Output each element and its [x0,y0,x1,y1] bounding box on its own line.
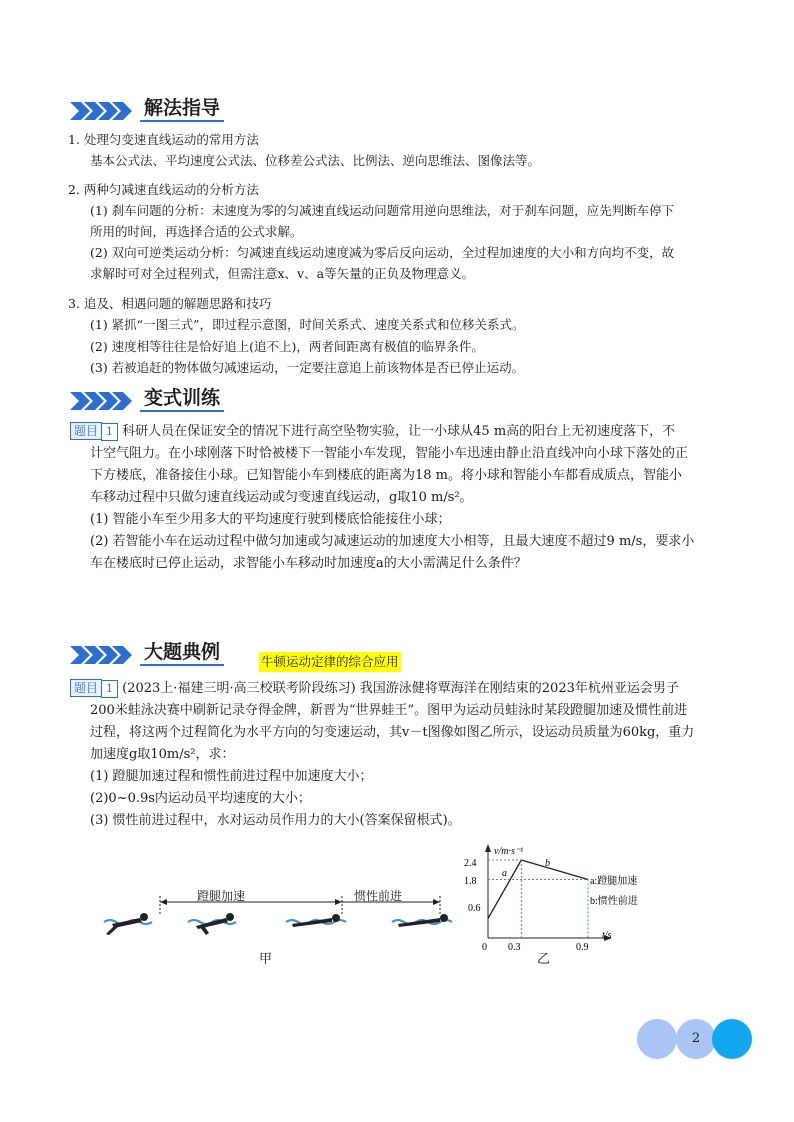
swimmer-figure [100,880,470,940]
question-line: (3) 惯性前进过程中，水对运动员作用力的大小(答案保留根式)。 [90,813,461,828]
section-title: 变式训练 [140,387,224,412]
x-axis-label: t/s [602,930,612,941]
chevron-arrows-icon [70,646,126,666]
question-text: 科研人员在保证安全的情况下进行高空坠物实验，让一小球从45 m高的阳台上无初速度落下，不 [122,424,676,439]
item-line: 所用的时间，再选择合适的公式求解。 [90,224,303,239]
item-line: (3) 若被追赶的物体做匀减速运动，一定要注意追上前该物体是否已停止运动。 [90,360,525,375]
question-line: 车在楼底时已停止运动，求智能小车移动时加速度a的大小需满足什么条件？ [90,556,527,571]
vt-graph [460,838,660,968]
item-line: (2) 速度相等往往是恰好追上(追不上)，两者间距离有极值的临界条件。 [90,339,484,354]
question-line: 下方楼底，准备接住小球。已知智能小车到楼底的距离为18 m。将小球和智能小车都看成质点，智能小 [90,468,683,483]
item-heading: 2. 两种匀减速直线运动的分析方法 [68,182,259,197]
question-line: 车移动过程中只做匀速直线运动或匀变速直线运动，g取10 m/s²。 [90,490,473,505]
label-inertia: 惯性前进 [354,889,403,903]
question-line: 计空气阻力。在小球刚落下时恰被楼下一智能小车发现，智能小车迅速由静止沿直线冲向小球下落处的正 [90,446,689,461]
question-tag: 题目 [70,422,102,440]
question-line: (1) 智能小车至少用多大的平均速度行驶到楼底恰能接住小球； [90,512,451,527]
item-line: (2) 双向可逆类运动分析：匀减速直线运动速度减为零后反向运动，全过程加速度的大小和方向均不变，故 [90,245,675,260]
topic-highlight: 牛顿运动定律的综合应用 [259,652,401,672]
section-header-guide [70,96,224,122]
item-line: 求解时可对全过程列式，但需注意x、v、a等矢量的正负及物理意义。 [90,266,475,281]
origin-label: 0 [482,942,487,953]
question-line [70,678,679,699]
vt-segment [521,860,588,880]
question-number: 1 [101,680,118,698]
x-tick-label: 0.9 [576,942,589,953]
section-title: 解法指导 [140,97,224,122]
legend-a: a:蹬腿加速 [590,876,638,887]
segment-b-label: b [545,858,550,869]
section-title: 大题典例 [140,641,224,666]
page-decor-circle [712,1019,752,1059]
y-tick-label: 1.8 [464,876,477,887]
question-text: (2023上·福建三明·高三校联考阶段练习) 我国游泳健将覃海洋在刚结束的2023年杭州亚运会男子 [122,681,679,696]
y-axis-label: v/m·s⁻¹ [494,846,524,857]
y-tick-label: 2.4 [464,858,477,869]
question-line: (2) 若智能小车在运动过程中做匀加速或匀减速运动的加速度大小相等，且最大速度不超过9 m/s，要求小 [90,534,695,549]
figure-caption-jia: 甲 [259,952,273,967]
item-line: (1) 刹车问题的分析：末速度为零的匀减速直线运动问题常用逆向思维法，对于刹车问题，应先判断车停下 [90,203,675,218]
legend-b: b:惯性前进 [590,896,638,907]
question-line: 加速度g取10m/s²，求： [90,747,235,762]
item-line: (1) 紧抓“一图三式”，即过程示意图，时间关系式、速度关系式和位移关系式。 [90,317,525,332]
section-header-practice [70,386,224,412]
item-line: 基本公式法、平均速度公式法、位移差公式法、比例法、逆向思维法、图像法等。 [90,153,541,168]
section-header-example [70,640,224,666]
item-heading: 1. 处理匀变速直线运动的常用方法 [68,132,259,147]
segment-a-label: a [502,868,507,879]
question-number: 1 [101,423,118,441]
question-line: (1) 蹬腿加速过程和惯性前进过程中加速度大小； [90,769,373,784]
question-line [70,421,675,442]
label-accel: 蹬腿加速 [197,889,246,903]
page-number: 2 [691,1031,701,1046]
y-tick-label: 0.6 [468,903,481,914]
question-tag: 题目 [70,679,102,697]
question-line: 200米蛙泳决赛中刷新记录夺得金牌，新晋为“世界蛙王”。图甲为运动员蛙泳时某段蹬腿加速及惯性前进 [90,703,688,718]
question-line: 过程，将这两个过程简化为水平方向的匀变速运动，其v－t图像如图乙所示，设运动员质量为60kg，重力 [90,725,695,740]
figure-caption-yi: 乙 [537,952,551,967]
chevron-arrows-icon [70,392,126,412]
chevron-arrows-icon [70,102,126,122]
x-tick-label: 0.3 [508,942,521,953]
question-line: (2)0~0.9s内运动员平均速度的大小； [90,791,311,806]
page-decor-circle [637,1019,677,1059]
item-heading: 3. 追及、相遇问题的解题思路和技巧 [68,296,272,311]
